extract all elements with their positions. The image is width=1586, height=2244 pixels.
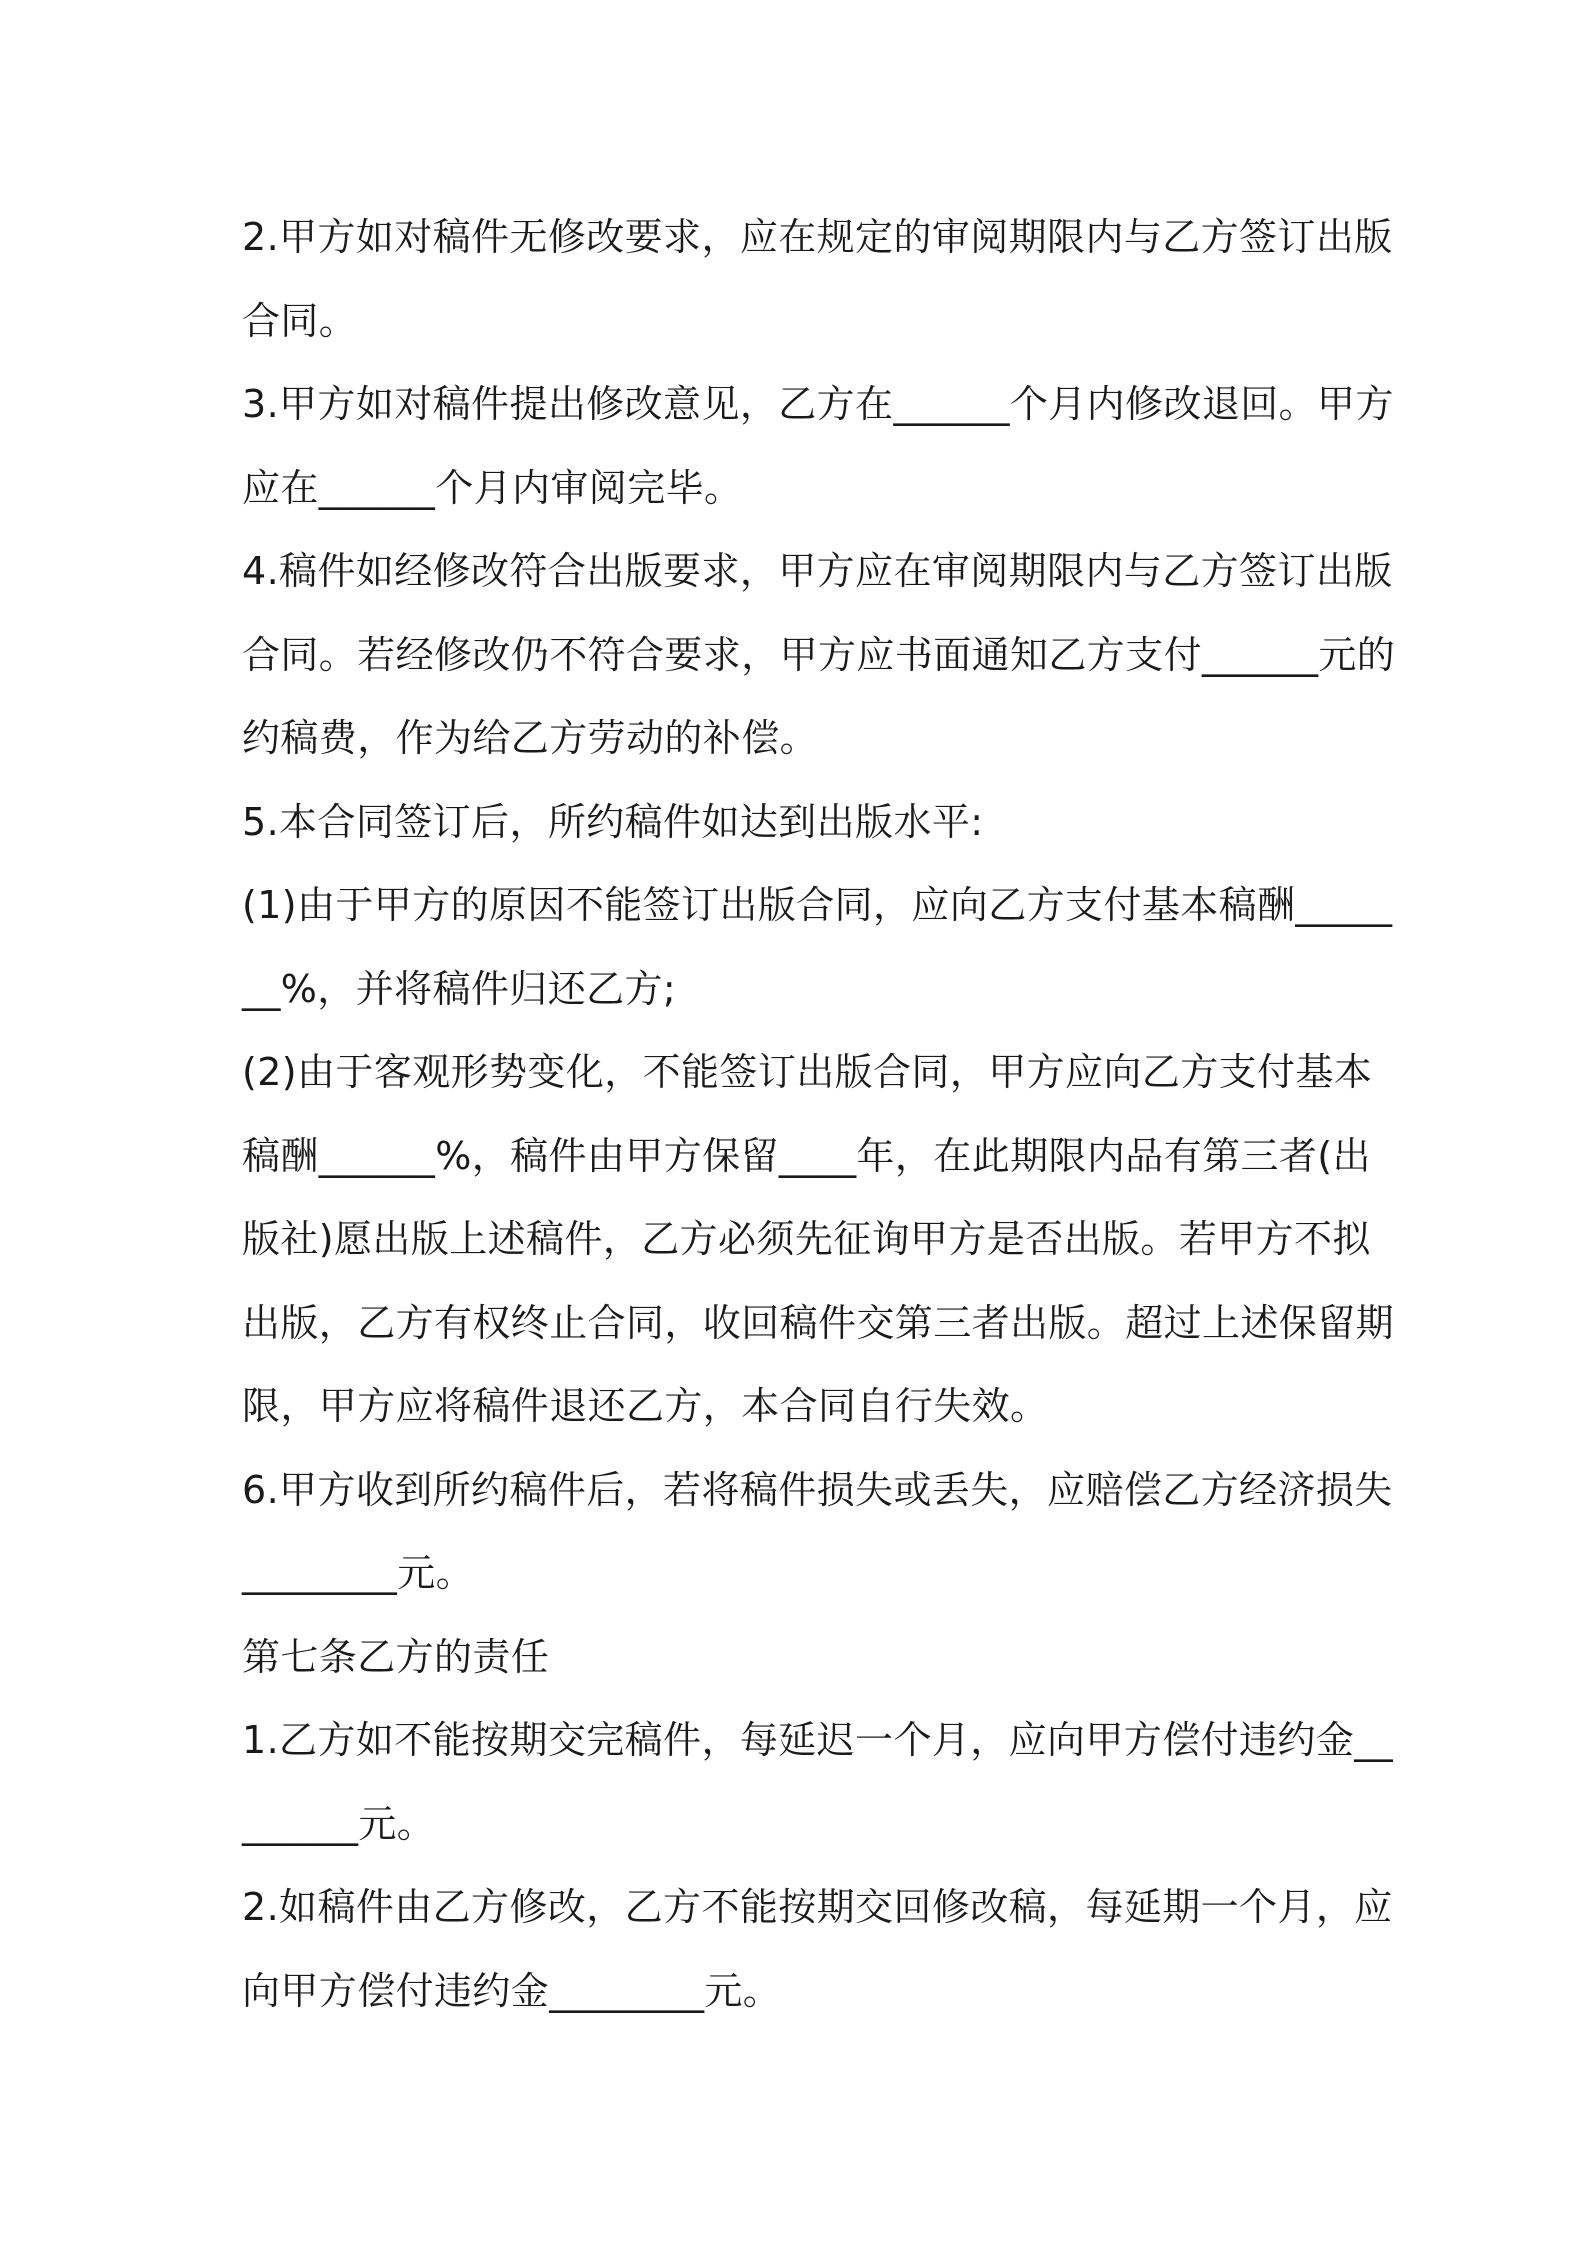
paragraph-line: 6.甲方收到所约稿件后，若将稿件损失或丢失，应赔偿乙方经济损失	[242, 1467, 1393, 1512]
paragraph-line: 3.甲方如对稿件提出修改意见，乙方在______个月内修改退回。甲方	[242, 382, 1394, 426]
section-heading: 第七条乙方的责任	[242, 1634, 550, 1679]
paragraph-line: 5.本合同签订后，所约稿件如达到出版水平:	[242, 799, 984, 844]
paragraph-line: 2.甲方如对稿件无修改要求，应在规定的审阅期限内与乙方签订出版	[242, 215, 1393, 259]
paragraph-line: 合同。	[242, 298, 358, 343]
document-body	[242, 196, 1396, 2033]
paragraph-line: 应在______个月内审阅完毕。	[242, 465, 743, 510]
paragraph-line: 限，甲方应将稿件退还乙方，本合同自行失效。	[242, 1384, 1049, 1428]
paragraph-line: 出版，乙方有权终止合同，收回稿件交第三者出版。超过上述保留期	[242, 1300, 1395, 1345]
paragraph-line: 稿酬______%，稿件由甲方保留____年，在此期限内品有第三者(出	[242, 1133, 1371, 1178]
paragraph-line: (2)由于客观形势变化，不能签订出版合同，甲方应向乙方支付基本	[242, 1050, 1373, 1094]
paragraph-line: 1.乙方如不能按期交完稿件，每延迟一个月，应向甲方偿付违约金__	[242, 1718, 1394, 1762]
paragraph-line: 合同。若经修改仍不符合要求，甲方应书面通知乙方支付______元的	[242, 632, 1396, 677]
paragraph-line: (1)由于甲方的原因不能签订出版合同，应向乙方支付基本稿酬_____	[242, 883, 1393, 927]
paragraph-line: 约稿费，作为给乙方劳动的补偿。	[242, 716, 819, 760]
paragraph-line: 版社)愿出版上述稿件，乙方必须先征询甲方是否出版。若甲方不拟	[242, 1217, 1371, 1261]
paragraph-line: 4.稿件如经修改符合出版要求，甲方应在审阅期限内与乙方签订出版	[242, 549, 1393, 593]
paragraph-line: 向甲方偿付违约金________元。	[242, 1968, 782, 2013]
paragraph-line: ______元。	[242, 1801, 436, 1846]
paragraph-line: __%，并将稿件归还乙方;	[242, 966, 677, 1011]
paragraph-line: 2.如稿件由乙方修改，乙方不能按期交回修改稿，每延期一个月，应	[242, 1885, 1393, 1929]
paragraph-line: ________元。	[242, 1551, 475, 1595]
